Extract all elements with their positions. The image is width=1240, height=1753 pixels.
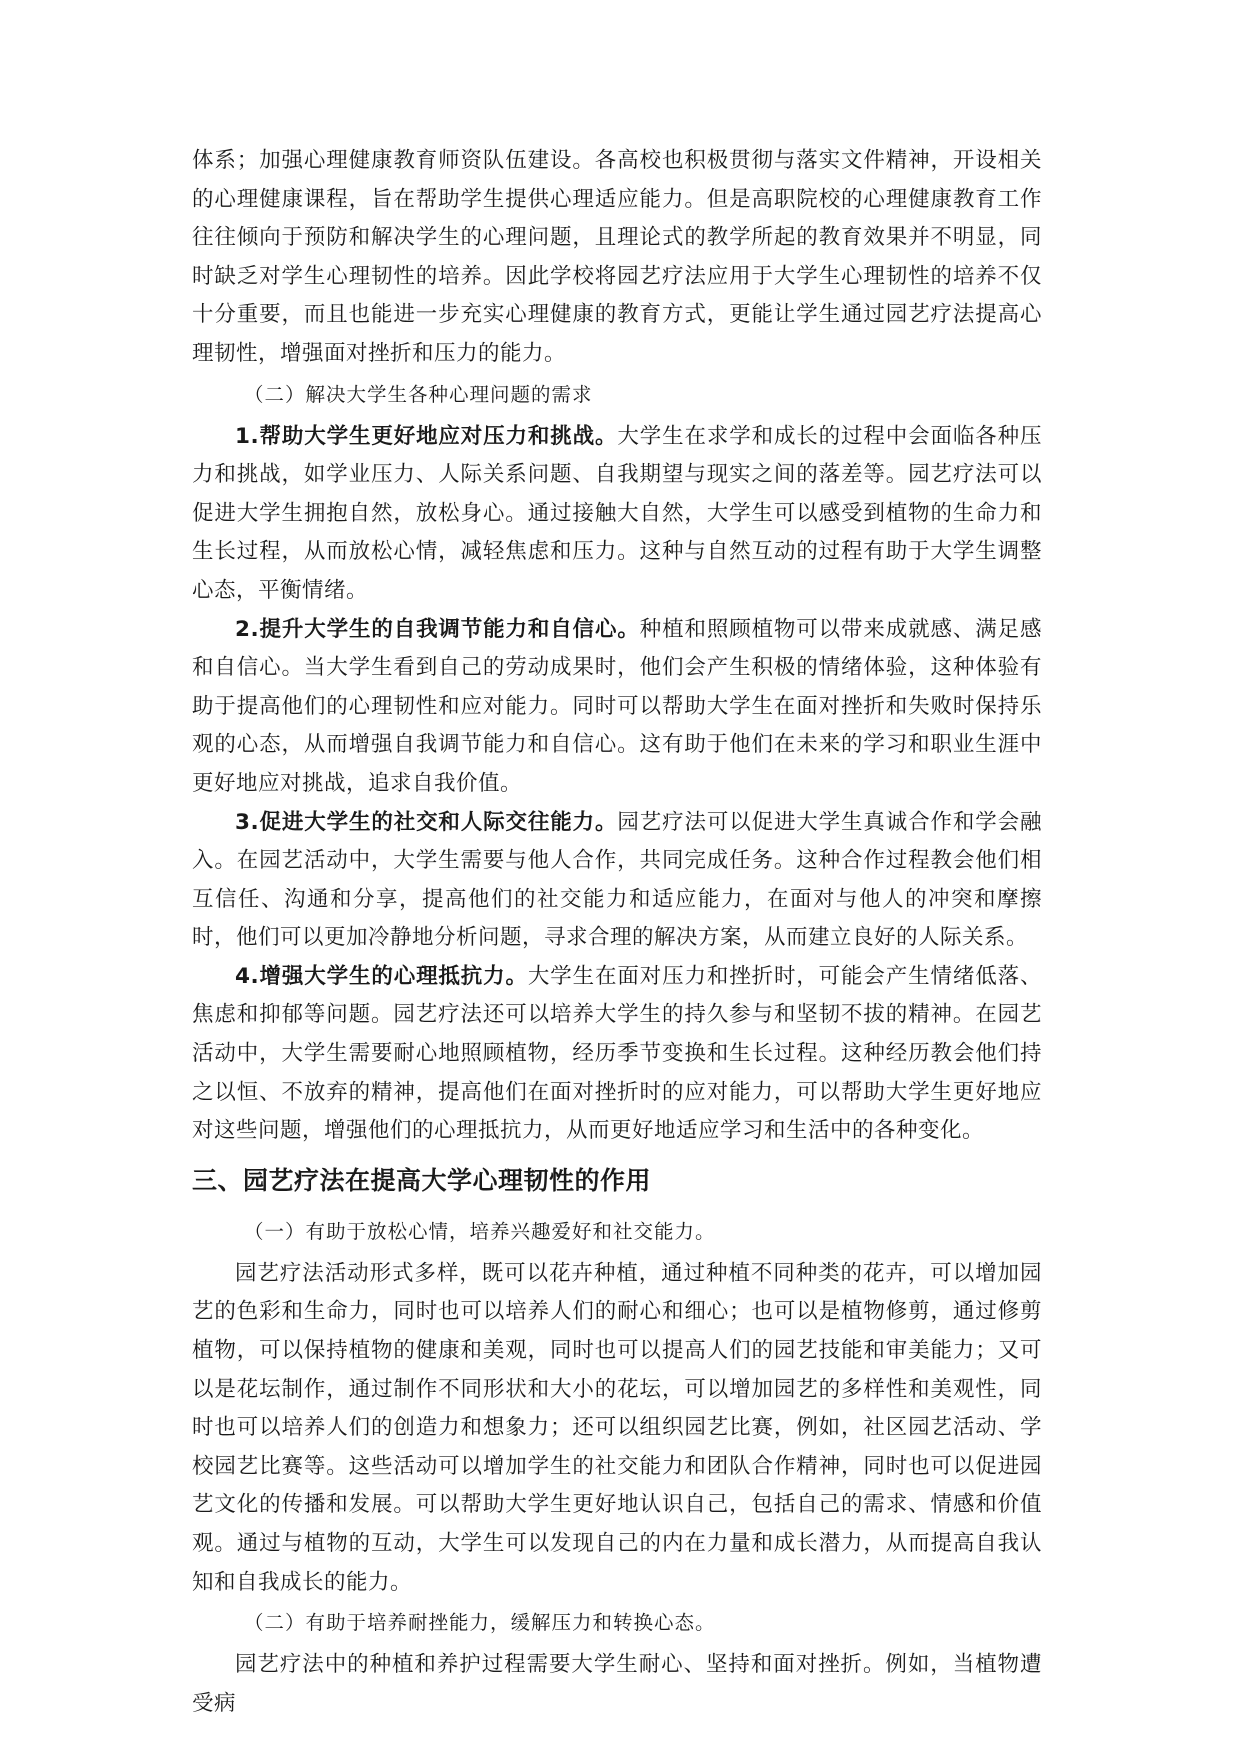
paragraph-3-1: 园艺疗法活动形式多样，既可以花卉种植，通过种植不同种类的花卉，可以增加园艺的色彩和生命力，同时也可以培养人们的耐心和细心；也可以是植物修剪，通过修剪植物，可以保持植物的健康和美观，同时也可以提高人们的园艺技能和审美能力；又可以是花坛制作，通过制作不同形状和大小的花坛，可以增加园艺的多样性和美观性，同时也可以培养人们的创造力和想象力；还可以组织园艺比赛，例如，社区园艺活动、学校园艺比赛等。这些活动可以增加学生的社交能力和团队合作精神，同时也可以促进园艺文化的传播和发展。可以帮助大学生更好地认识自己，包括自己的需求、情感和价值观。通过与植物的互动，大学生可以发现自己的内在力量和成长潜力，从而提高自我认知和自我成长的能力。 [192, 1260, 1042, 1595]
point-paragraph-3 [192, 804, 1042, 958]
subheading-3-2: （二）有助于培养耐挫能力，缓解压力和转换心态。 [244, 1611, 716, 1635]
point-paragraph-2 [192, 611, 1042, 804]
point-text-2: 种植和照顾植物可以带来成就感、满足感和自信心。当大学生看到自己的劳动成果时，他们会产生积极的情绪体验，这种体验有助于提高他们的心理韧性和应对能力。同时可以帮助大学生在面对挫折和失败时保持乐观的心态，从而增强自我调节能力和自信心。这有助于他们在未来的学习和职业生涯中更好地应对挑战，追求自我价值。 [192, 616, 1042, 796]
document-page [192, 142, 1042, 1723]
paragraph-3-2: 园艺疗法中的种植和养护过程需要大学生耐心、坚持和面对挫折。例如，当植物遭受病 [192, 1652, 1042, 1716]
point-paragraph-1 [192, 418, 1042, 611]
point-lead-3: 3.促进大学生的社交和人际交往能力。 [235, 809, 618, 835]
point-text-3: 园艺疗法可以促进大学生真诚合作和学会融入。在园艺活动中，大学生需要与他人合作，共同完成任务。这种合作过程教会他们相互信任、沟通和分享，提高他们的社交能力和适应能力，在面对与他人的冲突和摩擦时，他们可以更加冷静地分析问题，寻求合理的解决方案，从而建立良好的人际关系。 [192, 809, 1042, 951]
point-lead-1: 1.帮助大学生更好地应对压力和挑战。 [235, 423, 618, 449]
subheading-needs: （二）解决大学生各种心理问题的需求 [244, 382, 593, 406]
point-lead-4: 4.增强大学生的心理抵抗力。 [235, 963, 528, 989]
point-paragraph-4 [192, 958, 1042, 1151]
point-lead-2: 2.提升大学生的自我调节能力和自信心。 [235, 616, 640, 642]
intro-paragraph: 体系；加强心理健康教育师资队伍建设。各高校也积极贯彻与落实文件精神，开设相关的心理健康课程，旨在帮助学生提供心理适应能力。但是高职院校的心理健康教育工作往往倾向于预防和解决学生的心理问题，且理论式的教学所起的教育效果并不明显，同时缺乏对学生心理韧性的培养。因此学校将园艺疗法应用于大学生心理韧性的培养不仅十分重要，而且也能进一步充实心理健康的教育方式，更能让学生通过园艺疗法提高心理韧性，增强面对挫折和压力的能力。 [192, 148, 1042, 366]
point-text-4: 大学生在面对压力和挫折时，可能会产生情绪低落、焦虑和抑郁等问题。园艺疗法还可以培养大学生的持久参与和坚韧不拔的精神。在园艺活动中，大学生需要耐心地照顾植物，经历季节变换和生长过程。这种经历教会他们持之以恒、不放弃的精神，提高他们在面对挫折时的应对能力，可以帮助大学生更好地应对这些问题，增强他们的心理抵抗力，从而更好地适应学习和生活中的各种变化。 [192, 963, 1042, 1144]
section-title-3: 三、园艺疗法在提高大学心理韧性的作用 [192, 1165, 652, 1195]
point-text-1: 大学生在求学和成长的过程中会面临各种压力和挑战，如学业压力、人际关系问题、自我期望与现实之间的落差等。园艺疗法可以促进大学生拥抱自然，放松身心。通过接触大自然，大学生可以感受到植物的生命力和生长过程，从而放松心情，减轻焦虑和压力。这种与自然互动的过程有助于大学生调整心态，平衡情绪。 [192, 423, 1042, 603]
subheading-3-1: （一）有助于放松心情，培养兴趣爱好和社交能力。 [244, 1219, 716, 1243]
